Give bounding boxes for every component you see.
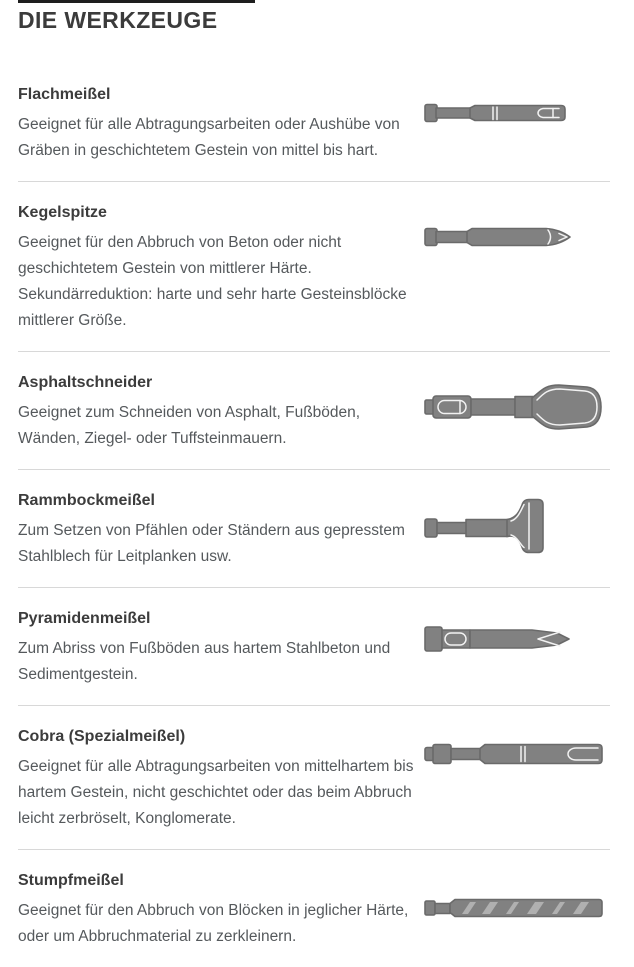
tool-section [18, 352, 610, 470]
pyramid-chisel-illustration [424, 624, 571, 654]
flat-chisel-illustration [424, 100, 566, 126]
tool-section [18, 706, 610, 850]
tool-text-block [18, 86, 424, 164]
tool-text-block [18, 374, 424, 452]
tool-name: Cobra (Spezialmeißel) [18, 728, 186, 745]
tool-figure [424, 492, 610, 557]
tool-description: Geeignet für alle Abtragungsarbeiten oder Aushübe von Gräben in geschichtetem Gestein von mittel bis hart. [18, 116, 400, 159]
page-title: DIE WERKZEUGE [18, 7, 218, 33]
tool-section [18, 588, 610, 706]
tool-description: Zum Setzen von Pfählen oder Ständern aus gepresstem Stahlblech für Leitplanken usw. [18, 522, 405, 565]
tool-figure [424, 374, 610, 434]
tool-name: Stumpfmeißel [18, 872, 124, 889]
tool-text-block [18, 872, 424, 950]
top-accent-bar [18, 0, 255, 3]
ram-chisel-illustration [424, 495, 554, 557]
tool-description: Zum Abriss von Fußböden aus hartem Stahlbeton und Sedimentgestein. [18, 640, 391, 683]
page [18, 0, 610, 967]
tool-section [18, 182, 610, 352]
tool-list [18, 86, 610, 967]
tool-description: Geeignet für alle Abtragungsarbeiten von mittelhartem bis hartem Gestein, nicht geschichtet oder das beim Abbruch leicht zerbröselt, Konglomerate. [18, 758, 414, 827]
cobra-chisel-illustration [424, 740, 604, 768]
tool-text-block [18, 610, 424, 688]
tool-section [18, 86, 610, 182]
tool-description: Geeignet für den Abbruch von Blöcken in jeglicher Härte, oder um Abbruchmaterial zu zerkleinern. [18, 902, 409, 945]
tool-name: Pyramidenmeißel [18, 610, 151, 627]
tool-name: Kegelspitze [18, 204, 107, 221]
tool-text-block [18, 728, 424, 832]
tool-figure [424, 204, 610, 250]
tool-name: Flachmeißel [18, 86, 111, 103]
tool-text-block [18, 204, 424, 334]
tool-section [18, 470, 610, 588]
tool-name: Asphaltschneider [18, 374, 153, 391]
tool-figure [424, 872, 610, 920]
tool-description: Geeignet für den Abbruch von Beton oder nicht geschichtetem Gestein von mittlerer Härte. Sekundärreduktion: harte und sehr harte Gesteinsblöcke mittlerer Größe. [18, 234, 407, 329]
asphalt-cutter-illustration [424, 380, 604, 434]
tool-figure [424, 86, 610, 126]
tool-figure [424, 728, 610, 768]
blunt-chisel-illustration [424, 896, 604, 920]
cone-point-illustration [424, 224, 572, 250]
tool-name: Rammbockmeißel [18, 492, 155, 509]
tool-description: Geeignet zum Schneiden von Asphalt, Fußböden, Wänden, Ziegel- oder Tuffsteinmauern. [18, 404, 361, 447]
tool-figure [424, 610, 610, 654]
tool-text-block [18, 492, 424, 570]
tool-section [18, 850, 610, 967]
